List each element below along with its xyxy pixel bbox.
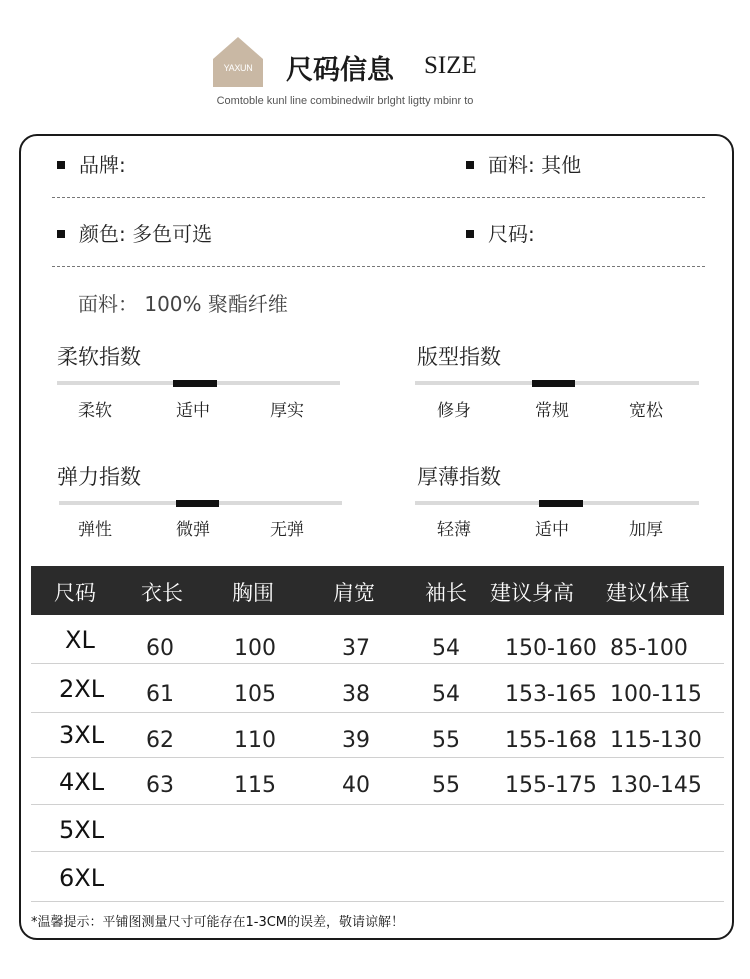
table-header-cell: 建议身高	[490, 581, 574, 605]
size-cell: 6XL	[59, 864, 105, 892]
material-field	[466, 149, 581, 178]
table-header-cell: 胸围	[232, 581, 274, 605]
table-cell: 85-100	[610, 636, 688, 661]
table-cell: 130-145	[610, 773, 702, 798]
table-cell: 62	[146, 728, 174, 753]
table-cell: 110	[234, 728, 276, 753]
table-row-divider	[31, 712, 724, 713]
table-cell: 155-168	[505, 728, 597, 753]
elasticity-option: 弹性	[78, 520, 112, 540]
table-cell: 54	[432, 636, 460, 661]
table-cell: 115	[234, 773, 276, 798]
logo-house-icon	[213, 37, 263, 87]
table-header-cell: 袖长	[425, 581, 467, 605]
thickness-index-title: 厚薄指数	[417, 465, 501, 489]
fit-option: 修身	[437, 401, 471, 421]
table-cell: 55	[432, 773, 460, 798]
table-cell: 100-115	[610, 682, 702, 707]
table-row-divider	[31, 663, 724, 664]
table-header-cell: 肩宽	[333, 581, 375, 605]
fabric-composition: 面料： 100% 聚酯纤维	[78, 292, 288, 316]
table-cell: 38	[342, 682, 370, 707]
size-cell: 5XL	[59, 816, 105, 844]
elasticity-slider-thumb	[176, 500, 219, 507]
table-row-divider	[31, 851, 724, 852]
fit-index-title: 版型指数	[417, 345, 501, 369]
softness-slider-thumb	[173, 380, 217, 387]
page-subtitle: Comtoble kunl line combinedwilr brlght ligtty mbinr to	[216, 95, 474, 107]
fit-option: 常规	[535, 401, 569, 421]
color-field	[57, 218, 212, 247]
table-header-cell: 建议体重	[606, 581, 690, 605]
measurement-note: *温馨提示：平铺图测量尺寸可能存在1-3CM的误差，敬请谅解！	[31, 915, 405, 930]
size-field	[466, 218, 535, 247]
elasticity-option: 无弹	[270, 520, 304, 540]
table-cell: 155-175	[505, 773, 597, 798]
table-cell: 150-160	[505, 636, 597, 661]
page-title-en: SIZE	[424, 52, 477, 79]
thickness-option: 轻薄	[437, 520, 471, 540]
brand-logo	[213, 37, 263, 87]
table-cell: 55	[432, 728, 460, 753]
thickness-option: 加厚	[629, 520, 663, 540]
fit-slider-thumb	[532, 380, 575, 387]
table-cell: 105	[234, 682, 276, 707]
softness-index-title: 柔软指数	[57, 345, 141, 369]
size-info-card	[19, 134, 734, 940]
table-cell: 40	[342, 773, 370, 798]
bullet-icon	[57, 230, 65, 238]
table-header-cell: 衣长	[141, 581, 183, 605]
size-cell: 4XL	[59, 768, 105, 796]
brand-field	[57, 149, 126, 178]
material-label: 面料: 其他	[488, 153, 582, 177]
table-cell: 115-130	[610, 728, 702, 753]
size-cell: 3XL	[59, 721, 105, 749]
softness-option: 柔软	[78, 401, 112, 421]
thickness-option: 适中	[535, 520, 569, 540]
table-row-divider	[31, 901, 724, 902]
softness-option: 厚实	[270, 401, 304, 421]
elasticity-index-title: 弹力指数	[57, 465, 141, 489]
bullet-icon	[466, 161, 474, 169]
fit-option: 宽松	[629, 401, 663, 421]
table-row-divider	[31, 804, 724, 805]
bullet-icon	[57, 161, 65, 169]
page-title: 尺码信息	[286, 55, 394, 86]
table-cell: 153-165	[505, 682, 597, 707]
table-cell: 37	[342, 636, 370, 661]
brand-label: 品牌:	[79, 153, 126, 177]
table-cell: 54	[432, 682, 460, 707]
color-label: 颜色: 多色可选	[79, 222, 213, 246]
size-label: 尺码:	[488, 222, 535, 246]
thickness-slider-thumb	[539, 500, 583, 507]
table-header-cell: 尺码	[54, 581, 96, 605]
logo-text: YAXUN	[223, 63, 253, 73]
elasticity-option: 微弹	[176, 520, 210, 540]
table-cell: 39	[342, 728, 370, 753]
divider	[52, 197, 705, 198]
table-cell: 100	[234, 636, 276, 661]
table-row-divider	[31, 757, 724, 758]
table-cell: 60	[146, 636, 174, 661]
size-cell: 2XL	[59, 675, 105, 703]
softness-option: 适中	[176, 401, 210, 421]
table-cell: 61	[146, 682, 174, 707]
table-cell: 63	[146, 773, 174, 798]
divider	[52, 266, 705, 267]
size-cell: XL	[65, 626, 95, 654]
bullet-icon	[466, 230, 474, 238]
size-table-header	[31, 566, 724, 615]
